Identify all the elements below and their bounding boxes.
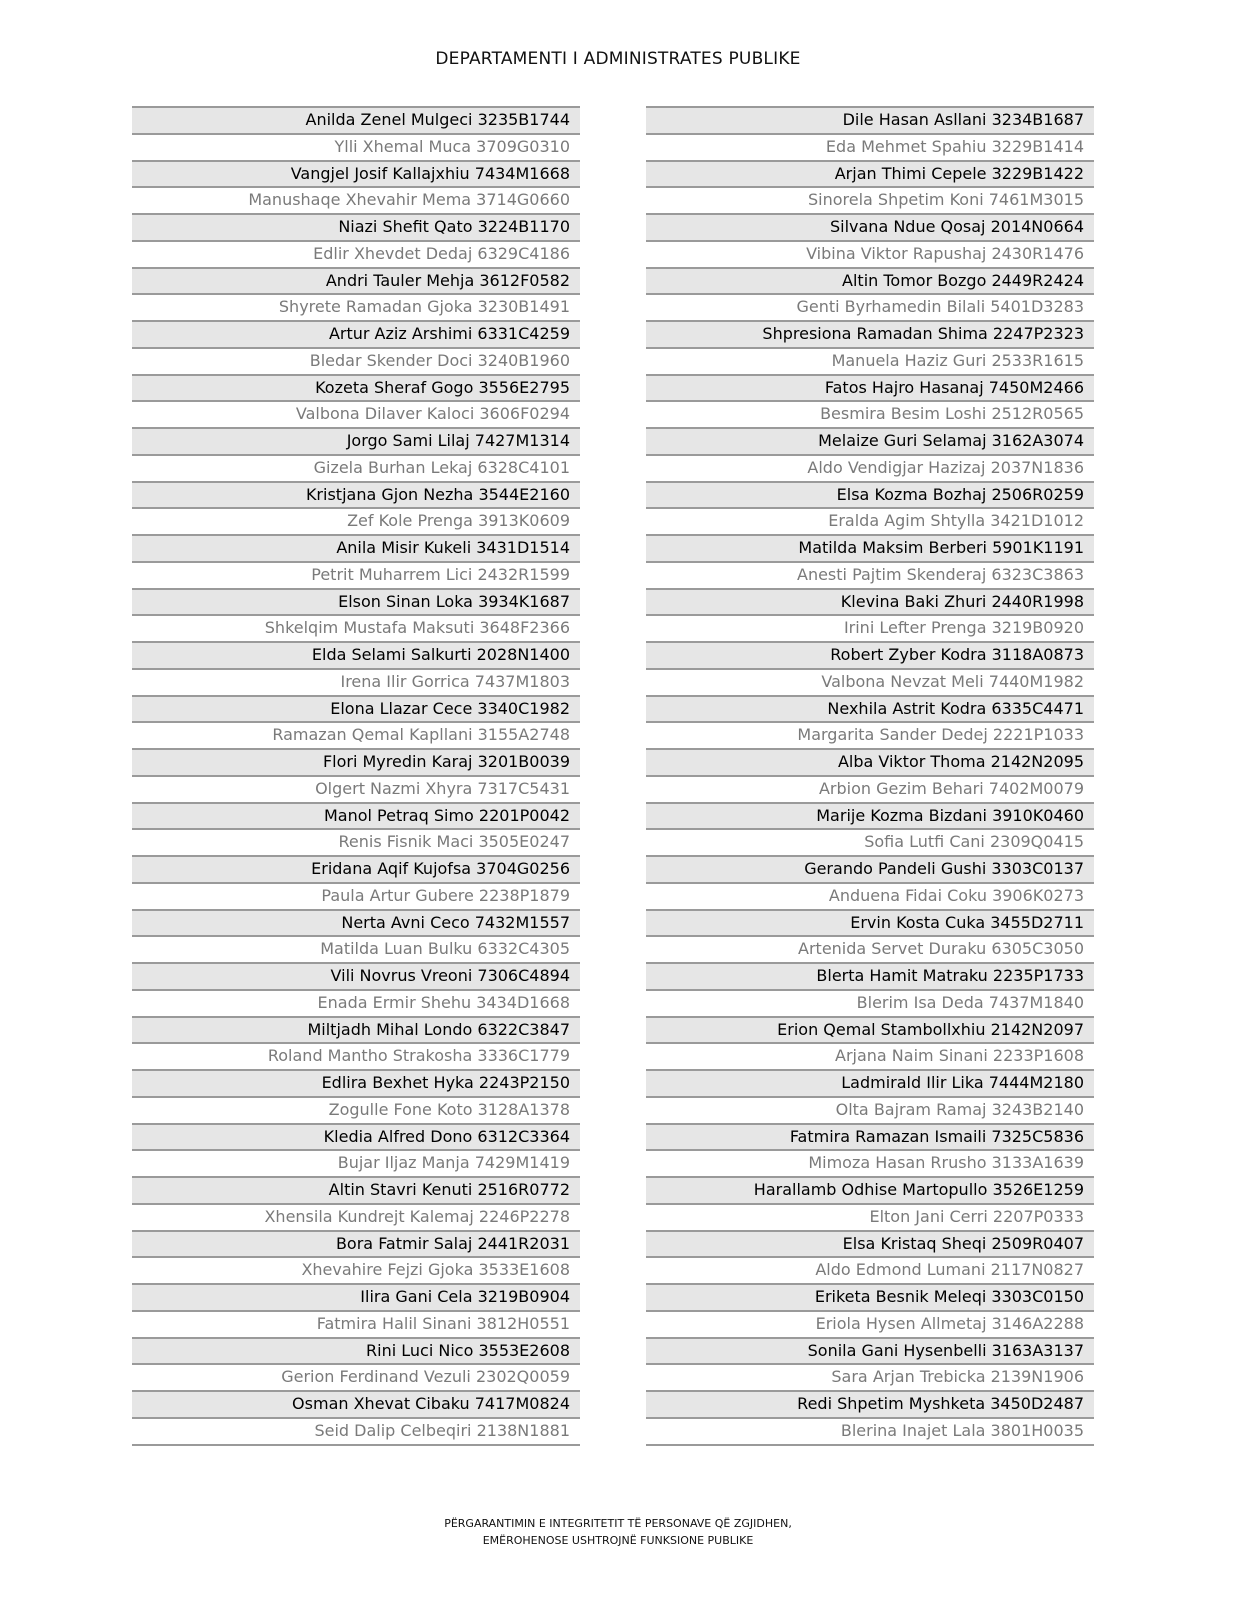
list-item: Zogulle Fone Koto 3128A1378 [132, 1096, 580, 1123]
list-item: Eriola Hysen Allmetaj 3146A2288 [646, 1310, 1094, 1337]
list-item: Bora Fatmir Salaj 2441R2031 [132, 1230, 580, 1257]
list-item: Sofia Lutfi Cani 2309Q0415 [646, 828, 1094, 855]
list-item: Xhevahire Fejzi Gjoka 3533E1608 [132, 1256, 580, 1283]
list-item: Sonila Gani Hysenbelli 3163A3137 [646, 1337, 1094, 1364]
list-item: Eda Mehmet Spahiu 3229B1414 [646, 133, 1094, 160]
list-item: Elsa Kristaq Sheqi 2509R0407 [646, 1230, 1094, 1257]
list-item: Mimoza Hasan Rrusho 3133A1639 [646, 1149, 1094, 1176]
list-item: Eriketa Besnik Meleqi 3303C0150 [646, 1283, 1094, 1310]
list-item: Ilira Gani Cela 3219B0904 [132, 1283, 580, 1310]
list-item: Renis Fisnik Maci 3505E0247 [132, 828, 580, 855]
list-item: Kledia Alfred Dono 6312C3364 [132, 1123, 580, 1150]
footer-line-2: EMËROHENOSE USHTROJNË FUNKSIONE PUBLIKE [482, 1534, 754, 1547]
list-item: Erion Qemal Stambollxhiu 2142N2097 [646, 1016, 1094, 1043]
list-item: Matilda Maksim Berberi 5901K1191 [646, 534, 1094, 561]
footer-line-1: PËRGARANTIMIN E INTEGRITETIT TË PERSONAVE QË ZGJIDHEN, [444, 1517, 792, 1530]
divider [646, 1444, 1094, 1446]
page-title: DEPARTAMENTI I ADMINISTRATES PUBLIKE [435, 49, 801, 69]
list-item: Elton Jani Cerri 2207P0333 [646, 1203, 1094, 1230]
list-item: Edlir Xhevdet Dedaj 6329C4186 [132, 240, 580, 267]
list-item: Olta Bajram Ramaj 3243B2140 [646, 1096, 1094, 1123]
list-item: Petrit Muharrem Lici 2432R1599 [132, 561, 580, 588]
list-item: Vangjel Josif Kallajxhiu 7434M1668 [132, 160, 580, 187]
list-item: Altin Tomor Bozgo 2449R2424 [646, 267, 1094, 294]
list-item: Silvana Ndue Qosaj 2014N0664 [646, 213, 1094, 240]
list-item: Anila Misir Kukeli 3431D1514 [132, 534, 580, 561]
list-item: Blerina Inajet Lala 3801H0035 [646, 1417, 1094, 1444]
list-item: Vibina Viktor Rapushaj 2430R1476 [646, 240, 1094, 267]
list-item: Genti Byrhamedin Bilali 5401D3283 [646, 293, 1094, 320]
list-item: Margarita Sander Dedej 2221P1033 [646, 721, 1094, 748]
list-item: Seid Dalip Celbeqiri 2138N1881 [132, 1417, 580, 1444]
list-item: Gizela Burhan Lekaj 6328C4101 [132, 454, 580, 481]
list-item: Olgert Nazmi Xhyra 7317C5431 [132, 775, 580, 802]
list-item: Manol Petraq Simo 2201P0042 [132, 802, 580, 829]
list-item: Elona Llazar Cece 3340C1982 [132, 695, 580, 722]
list-item: Matilda Luan Bulku 6332C4305 [132, 935, 580, 962]
list-item: Arjan Thimi Cepele 3229B1422 [646, 160, 1094, 187]
list-item: Shpresiona Ramadan Shima 2247P2323 [646, 320, 1094, 347]
list-item: Flori Myredin Karaj 3201B0039 [132, 748, 580, 775]
list-item: Irena Ilir Gorrica 7437M1803 [132, 668, 580, 695]
list-item: Artenida Servet Duraku 6305C3050 [646, 935, 1094, 962]
list-item: Ervin Kosta Cuka 3455D2711 [646, 909, 1094, 936]
list-item: Gerando Pandeli Gushi 3303C0137 [646, 855, 1094, 882]
list-item: Ladmirald Ilir Lika 7444M2180 [646, 1069, 1094, 1096]
footer [0, 1515, 1236, 1549]
list-item: Ramazan Qemal Kapllani 3155A2748 [132, 721, 580, 748]
list-item: Elsa Kozma Bozhaj 2506R0259 [646, 481, 1094, 508]
divider [132, 1444, 580, 1446]
list-item: Melaize Guri Selamaj 3162A3074 [646, 427, 1094, 454]
list-item: Roland Mantho Strakosha 3336C1779 [132, 1042, 580, 1069]
list-item: Arbion Gezim Behari 7402M0079 [646, 775, 1094, 802]
list-item: Manushaqe Xhevahir Mema 3714G0660 [132, 186, 580, 213]
list-item: Anilda Zenel Mulgeci 3235B1744 [132, 106, 580, 133]
list-item: Manuela Haziz Guri 2533R1615 [646, 347, 1094, 374]
list-item: Osman Xhevat Cibaku 7417M0824 [132, 1390, 580, 1417]
list-item: Bledar Skender Doci 3240B1960 [132, 347, 580, 374]
list-item: Fatmira Ramazan Ismaili 7325C5836 [646, 1123, 1094, 1150]
list-item: Miltjadh Mihal Londo 6322C3847 [132, 1016, 580, 1043]
list-item: Valbona Dilaver Kaloci 3606F0294 [132, 400, 580, 427]
list-item: Niazi Shefit Qato 3224B1170 [132, 213, 580, 240]
list-item: Besmira Besim Loshi 2512R0565 [646, 400, 1094, 427]
list-item: Eralda Agim Shtylla 3421D1012 [646, 507, 1094, 534]
list-item: Alba Viktor Thoma 2142N2095 [646, 748, 1094, 775]
list-item: Kristjana Gjon Nezha 3544E2160 [132, 481, 580, 508]
list-item: Elda Selami Salkurti 2028N1400 [132, 641, 580, 668]
right-name-list [646, 106, 1094, 1446]
list-item: Bujar Iljaz Manja 7429M1419 [132, 1149, 580, 1176]
list-item: Jorgo Sami Lilaj 7427M1314 [132, 427, 580, 454]
list-item: Anduena Fidai Coku 3906K0273 [646, 882, 1094, 909]
left-name-list [132, 106, 580, 1446]
list-item: Gerion Ferdinand Vezuli 2302Q0059 [132, 1363, 580, 1390]
list-item: Aldo Vendigjar Hazizaj 2037N1836 [646, 454, 1094, 481]
list-item: Fatos Hajro Hasanaj 7450M2466 [646, 374, 1094, 401]
list-item: Klevina Baki Zhuri 2440R1998 [646, 588, 1094, 615]
list-item: Paula Artur Gubere 2238P1879 [132, 882, 580, 909]
list-item: Fatmira Halil Sinani 3812H0551 [132, 1310, 580, 1337]
list-item: Robert Zyber Kodra 3118A0873 [646, 641, 1094, 668]
list-item: Zef Kole Prenga 3913K0609 [132, 507, 580, 534]
list-item: Valbona Nevzat Meli 7440M1982 [646, 668, 1094, 695]
list-item: Shkelqim Mustafa Maksuti 3648F2366 [132, 614, 580, 641]
list-item: Enada Ermir Shehu 3434D1668 [132, 989, 580, 1016]
list-item: Marije Kozma Bizdani 3910K0460 [646, 802, 1094, 829]
list-item: Harallamb Odhise Martopullo 3526E1259 [646, 1176, 1094, 1203]
list-item: Xhensila Kundrejt Kalemaj 2246P2278 [132, 1203, 580, 1230]
list-item: Shyrete Ramadan Gjoka 3230B1491 [132, 293, 580, 320]
list-item: Sinorela Shpetim Koni 7461M3015 [646, 186, 1094, 213]
list-item: Redi Shpetim Myshketa 3450D2487 [646, 1390, 1094, 1417]
list-item: Nexhila Astrit Kodra 6335C4471 [646, 695, 1094, 722]
list-item: Elson Sinan Loka 3934K1687 [132, 588, 580, 615]
list-item: Rini Luci Nico 3553E2608 [132, 1337, 580, 1364]
list-item: Artur Aziz Arshimi 6331C4259 [132, 320, 580, 347]
list-item: Vili Novrus Vreoni 7306C4894 [132, 962, 580, 989]
list-item: Nerta Avni Ceco 7432M1557 [132, 909, 580, 936]
list-item: Andri Tauler Mehja 3612F0582 [132, 267, 580, 294]
list-item: Irini Lefter Prenga 3219B0920 [646, 614, 1094, 641]
list-item: Anesti Pajtim Skenderaj 6323C3863 [646, 561, 1094, 588]
list-item: Eridana Aqif Kujofsa 3704G0256 [132, 855, 580, 882]
list-item: Kozeta Sheraf Gogo 3556E2795 [132, 374, 580, 401]
list-item: Sara Arjan Trebicka 2139N1906 [646, 1363, 1094, 1390]
list-item: Altin Stavri Kenuti 2516R0772 [132, 1176, 580, 1203]
list-item: Blerim Isa Deda 7437M1840 [646, 989, 1094, 1016]
list-item: Ylli Xhemal Muca 3709G0310 [132, 133, 580, 160]
list-item: Dile Hasan Asllani 3234B1687 [646, 106, 1094, 133]
list-item: Edlira Bexhet Hyka 2243P2150 [132, 1069, 580, 1096]
list-item: Blerta Hamit Matraku 2235P1733 [646, 962, 1094, 989]
list-item: Arjana Naim Sinani 2233P1608 [646, 1042, 1094, 1069]
list-item: Aldo Edmond Lumani 2117N0827 [646, 1256, 1094, 1283]
